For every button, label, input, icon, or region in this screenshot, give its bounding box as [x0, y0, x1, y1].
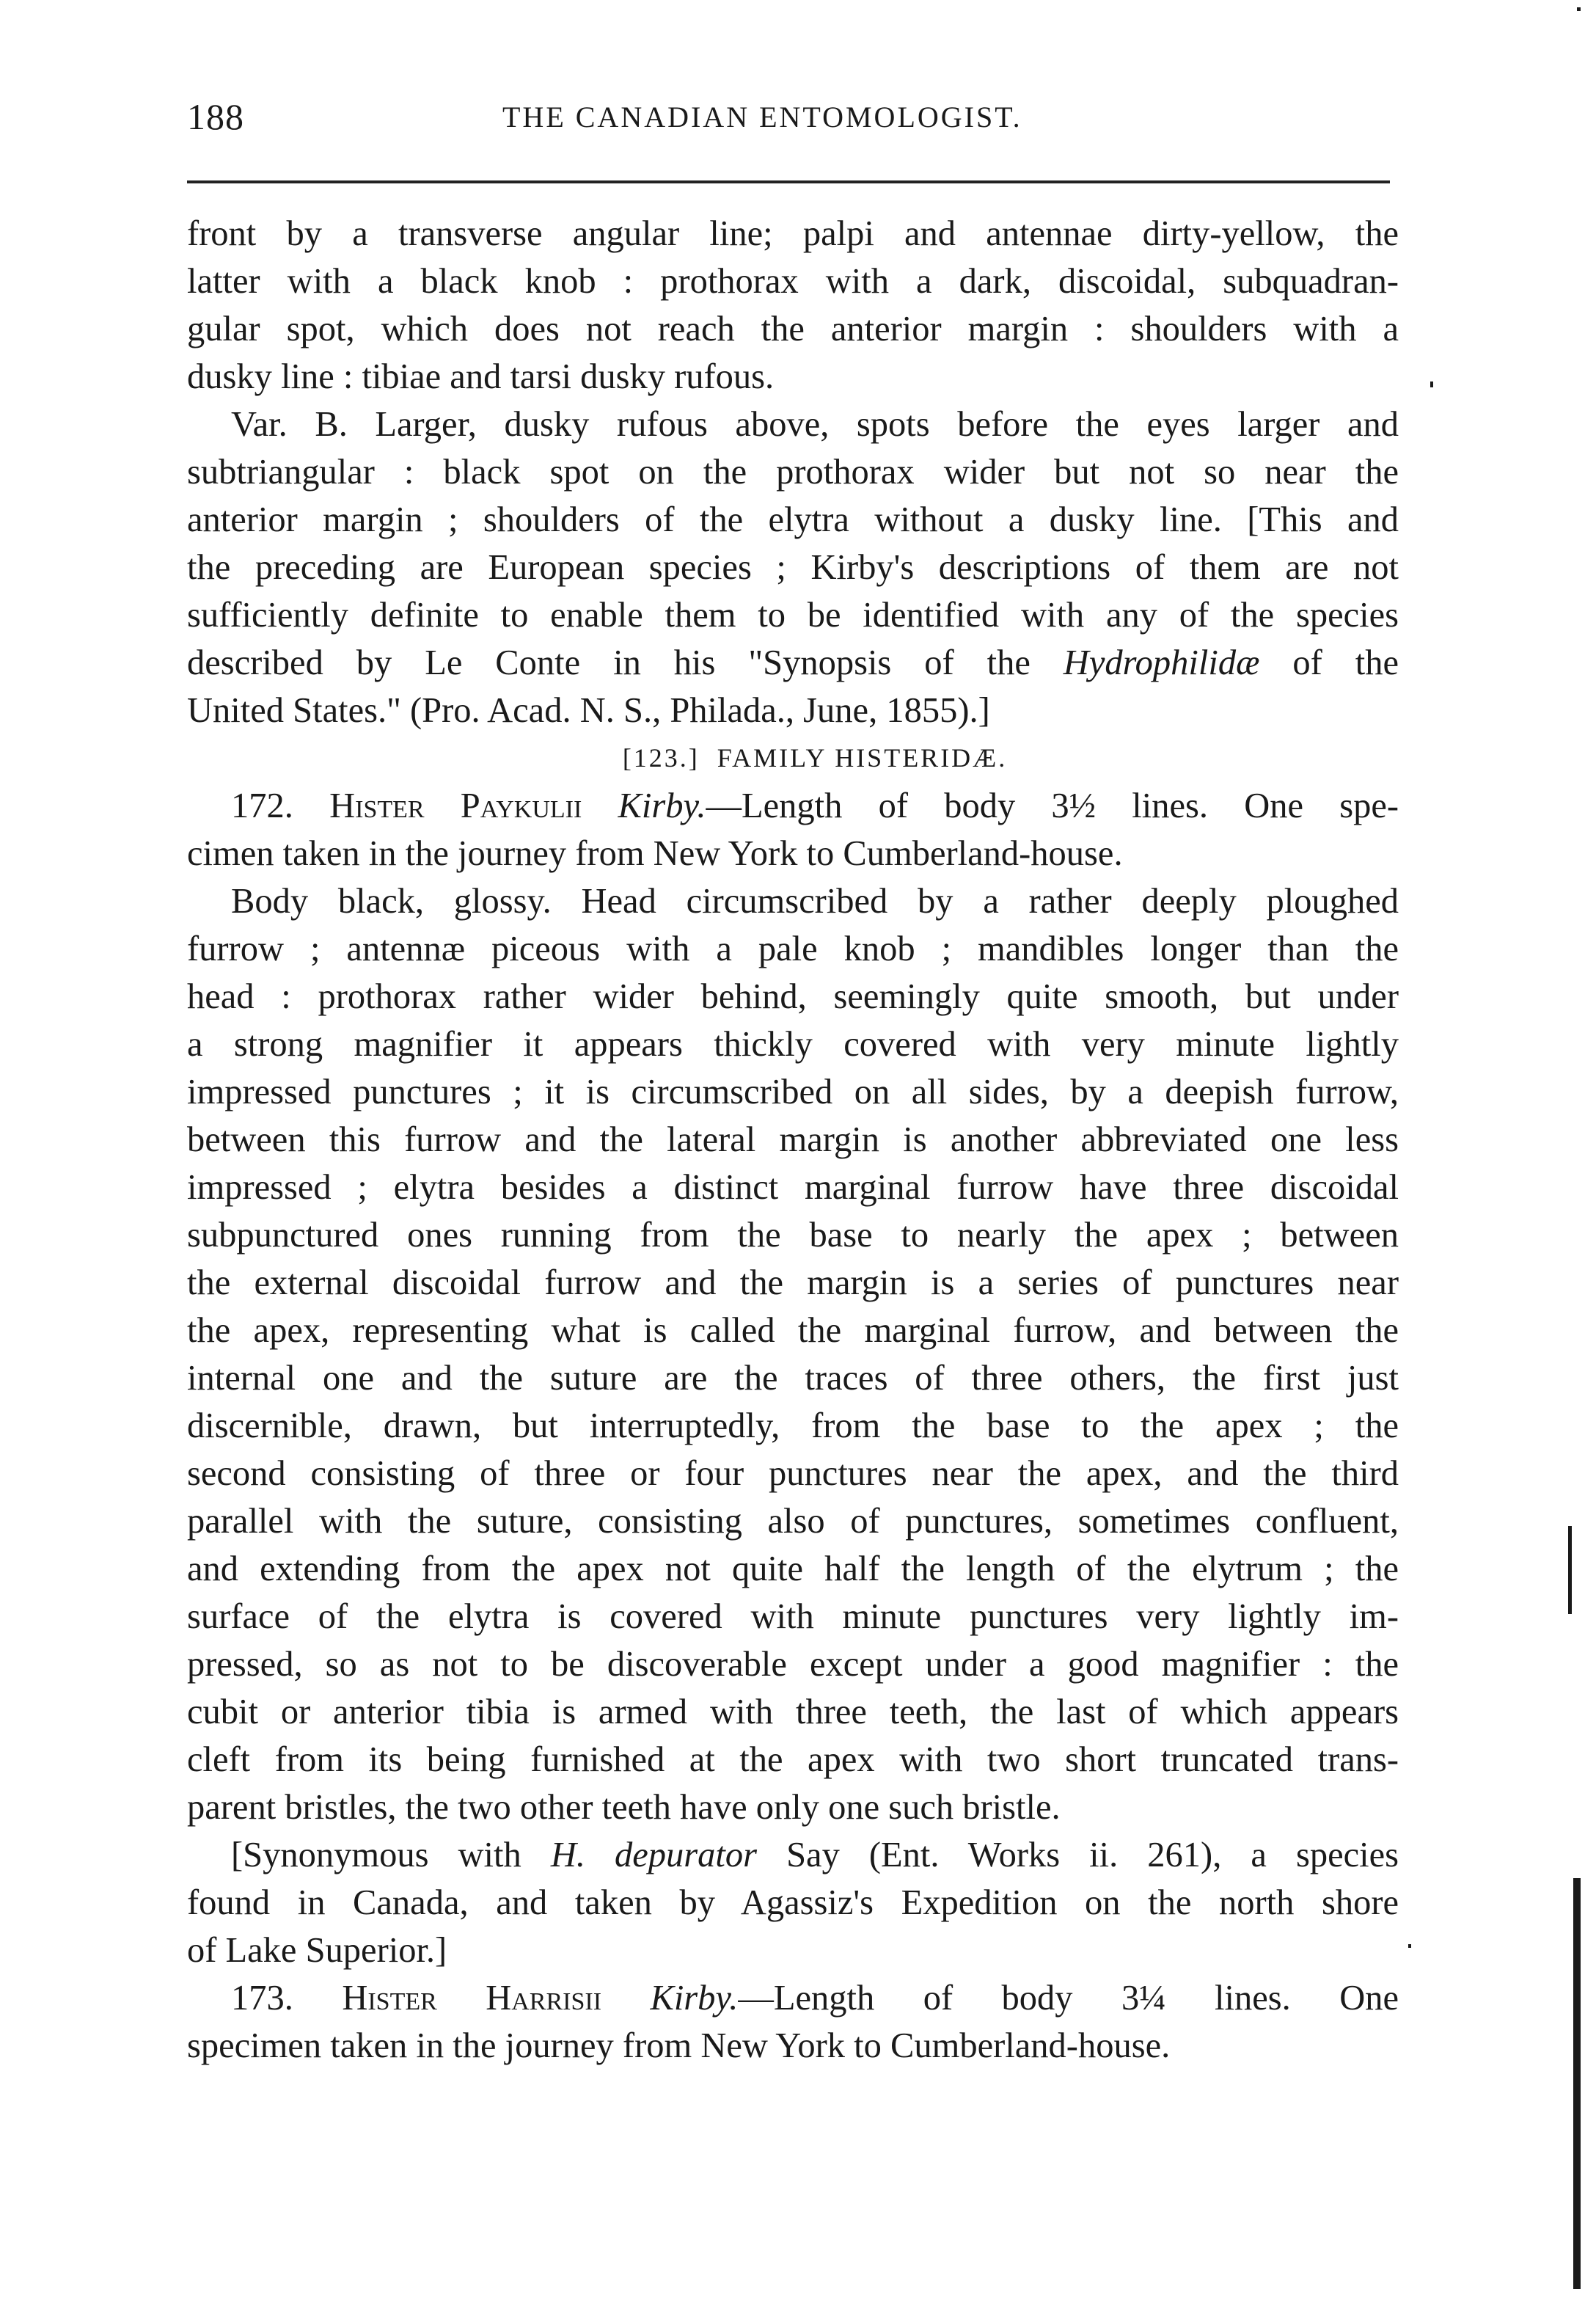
text-line: impressed ; elytra besides a distinct marginal furrow have three discoidal — [187, 1168, 1399, 1207]
text-line: parallel with the suture, consisting also of punctures, sometimes confluent, — [187, 1502, 1399, 1541]
text-line: the apex, representing what is called the marginal furrow, and between the — [187, 1311, 1399, 1350]
text-line: dusky line : tibiae and tarsi dusky rufous. — [187, 357, 775, 396]
text-segment: —Length of body 3¼ lines. One — [738, 1979, 1399, 2018]
family-name: Hydrophilidæ — [1063, 643, 1260, 682]
text-line: cimen taken in the journey from New York to Cumberland-house. — [187, 834, 1123, 873]
scan-speck — [1577, 7, 1581, 11]
scan-edge-bar — [1573, 1878, 1581, 2289]
text-line: anterior margin ; shoulders of the elytra without a dusky line. [This and — [187, 500, 1399, 539]
text-line: front by a transverse angular line; palpi and antennae dirty-yellow, the — [187, 214, 1399, 253]
text-line: internal one and the suture are the traces of three others, the first just — [187, 1359, 1399, 1398]
header-rule — [187, 180, 1390, 183]
text-segment: described by Le Conte in his "Synopsis of the — [187, 643, 1064, 682]
text-line: specimen taken in the journey from New York to Cumberland-house. — [187, 2026, 1171, 2065]
text-line: latter with a black knob : prothorax with a dark, discoidal, subquadran- — [187, 262, 1399, 301]
section-title: FAMILY HISTERIDÆ. — [717, 743, 1008, 773]
scan-edge-mark — [1568, 1526, 1572, 1614]
scan-speck — [1430, 381, 1433, 387]
text-line: gular spot, which does not reach the anterior margin : shoulders with a — [187, 310, 1399, 348]
text-line: sufficiently definite to enable them to be identified with any of the species — [187, 596, 1399, 635]
text-line: discernible, drawn, but interruptedly, from the base to the apex ; the — [187, 1406, 1399, 1445]
text-line: surface of the elytra is covered with minute punctures very lightly im- — [187, 1597, 1399, 1636]
synonym-name: H. depurator — [550, 1836, 758, 1874]
species-entry-line — [187, 1974, 1399, 2022]
page-header — [187, 88, 1397, 147]
text-line: Body black, glossy. Head circumscribed by a rather deeply ploughed — [231, 882, 1399, 921]
text-line: subpunctured ones running from the base to nearly the apex ; between — [187, 1216, 1399, 1255]
text-line: pressed, so as not to be discoverable except under a good magnifier : the — [187, 1645, 1399, 1684]
text-line: Var. B. Larger, dusky rufous above, spots before the eyes larger and — [231, 405, 1399, 444]
running-title: THE CANADIAN ENTOMOLOGIST. — [502, 101, 1022, 134]
text-line: head : prothorax rather wider behind, seemingly quite smooth, but under — [187, 977, 1399, 1016]
text-segment: [Synonymous with — [231, 1836, 551, 1874]
text-line: cubit or anterior tibia is armed with three teeth, the last of which appears — [187, 1693, 1399, 1731]
page-number: 188 — [187, 96, 244, 137]
text-line: and extending from the apex not quite half the length of the elytrum ; the — [187, 1549, 1399, 1588]
species-author: Kirby. — [650, 1979, 739, 2018]
text-line: between this furrow and the lateral margin is another abbreviated one less — [187, 1120, 1399, 1159]
species-name: Hister Harrisii — [342, 1979, 602, 2018]
text-line: impressed punctures ; it is circumscribed on all sides, by a deepish furrow, — [187, 1073, 1399, 1111]
text-line: cleft from its being furnished at the apex with two short truncated trans- — [187, 1740, 1399, 1779]
text-line: furrow ; antennæ piceous with a pale knob ; mandibles longer than the — [187, 930, 1399, 968]
species-entry-line — [187, 782, 1399, 830]
species-name: Hister Paykulii — [329, 786, 582, 825]
entry-number: 172. — [231, 786, 330, 825]
text-segment: —Length of body 3½ lines. One spe- — [706, 786, 1399, 825]
text-line — [187, 639, 1399, 687]
section-number: [123.] — [622, 743, 700, 773]
text-segment — [601, 1979, 650, 2018]
text-line: the preceding are European species ; Kirby's descriptions of them are not — [187, 548, 1399, 587]
scan-speck — [1408, 1944, 1411, 1948]
text-line — [187, 1831, 1399, 1879]
text-segment: of the — [1259, 643, 1399, 682]
text-line: United States." (Pro. Acad. N. S., Philada., June, 1855).] — [187, 691, 990, 730]
body-text — [187, 210, 1399, 2070]
text-line: second consisting of three or four punctures near the apex, and the third — [187, 1454, 1399, 1493]
text-line: a strong magnifier it appears thickly covered with very minute lightly — [187, 1025, 1399, 1064]
text-line: the external discoidal furrow and the margin is a series of punctures near — [187, 1263, 1399, 1302]
text-segment: Say (Ent. Works ii. 261), a species — [757, 1836, 1399, 1874]
text-line: subtriangular : black spot on the prothorax wider but not so near the — [187, 453, 1399, 492]
text-line: found in Canada, and taken by Agassiz's Expedition on the north shore — [187, 1883, 1399, 1922]
species-author: Kirby. — [618, 786, 706, 825]
text-line: of Lake Superior.] — [187, 1931, 447, 1970]
section-heading — [187, 734, 1399, 782]
text-segment — [582, 786, 618, 825]
text-line: parent bristles, the two other teeth have only one such bristle. — [187, 1788, 1061, 1827]
entry-number: 173. — [231, 1979, 343, 2018]
